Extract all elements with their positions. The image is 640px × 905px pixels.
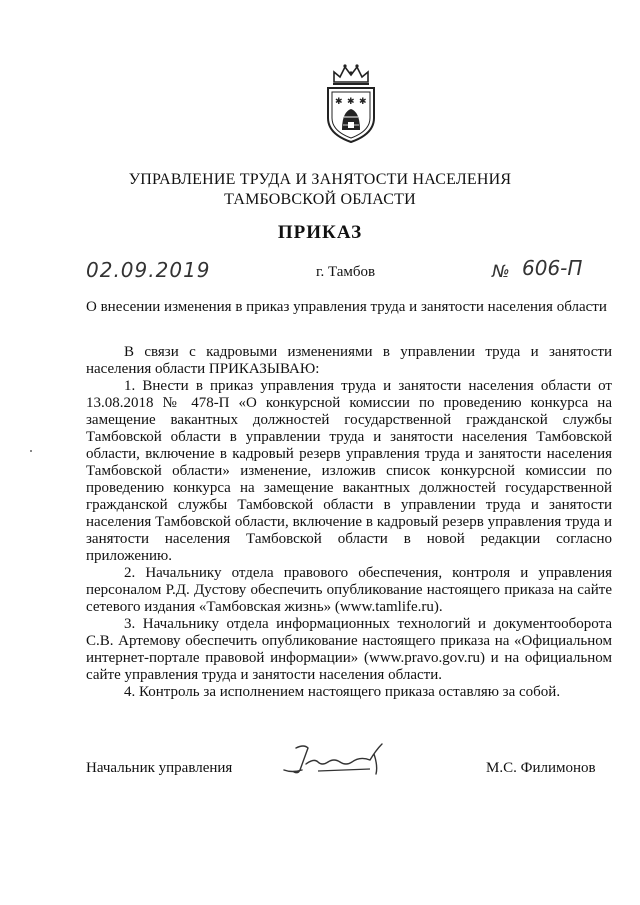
signature [278,740,388,778]
document-subject: О внесении изменения в приказ управления труда и занятости населения области [86,299,607,315]
svg-text:✱: ✱ [335,97,343,107]
document-city: г. Тамбов [316,264,376,280]
organization-name-line2: ТАМБОВСКОЙ ОБЛАСТИ [224,191,416,208]
document-title: ПРИКАЗ [277,222,363,243]
document-body [86,344,612,701]
coat-of-arms-icon [320,62,382,144]
paragraph-preamble: В связи с кадровыми изменениями в управлении труда и занятости населения области ПРИКАЗЫВАЮ: [86,344,612,377]
organization-name-line1: УПРАВЛЕНИЕ ТРУДА И ЗАНЯТОСТИ НАСЕЛЕНИЯ [128,171,512,188]
signatory-name: М.С. Филимонов [486,760,596,776]
svg-text:✱: ✱ [359,97,367,107]
number-sign: № [492,262,510,282]
signatory-position: Начальник управления [86,760,233,776]
svg-text:✱: ✱ [347,97,355,107]
paragraph-item-1: 1. Внести в приказ управления труда и занятости населения области от 13.08.2018 № 478-П «О конкурсной комиссии по проведению конкурса на замещение вакантных должностей государственной гражданской службы Тамбовской области в управлении труда и занятости населения Тамбовской области, включение в кадровый резерв управления труда и занятости населения Тамбовской области» изменение, изложив список конкурсной комиссии по проведению конкурса на замещение вакантных должностей государственной гражданской службы Тамбовской области в управлении труда и занятости населения Тамбовской области, включение в кадровый резерв управления труда и занятости населения Тамбовской области в новой редакции согласно приложению. [86,378,612,564]
paragraph-item-3: 3. Начальнику отдела информационных технологий и документооборота С.В. Артемову обеспечить опубликование настоящего приказа на «Официальном интернет-портале правовой информации» (www.pravo.gov.ru) и на официальном сайте управления труда и занятости населения области. [86,616,612,683]
paragraph-item-2: 2. Начальнику отдела правового обеспечения, контроля и управления персоналом Р.Д. Дустову обеспечить опубликование настоящего приказа на сайте сетевого издания «Тамбовская жизнь» (www.tamlife.ru). [86,565,612,615]
document-date: 02.09.2019 [86,258,211,282]
document-number: 606-П [522,256,583,280]
scan-speck [30,450,32,452]
paragraph-item-4: 4. Контроль за исполнением настоящего приказа оставляю за собой. [124,684,561,700]
